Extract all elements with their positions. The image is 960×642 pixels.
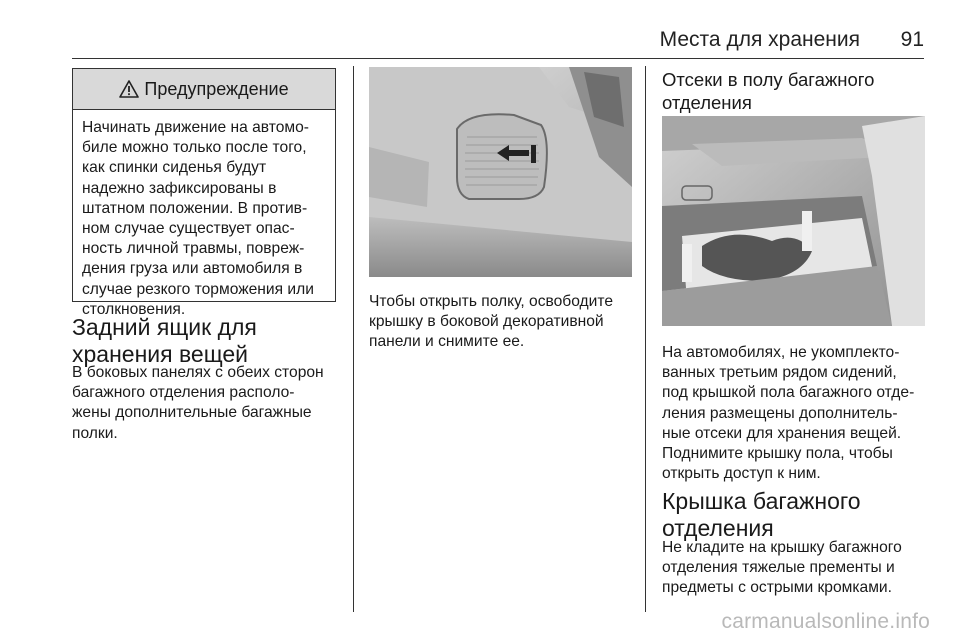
- text-line: Чтобы открыть полку, освободите: [369, 293, 614, 310]
- text-line: как спинки сиденья будут: [82, 159, 267, 177]
- header-rule: [72, 58, 924, 59]
- text-line: случае резкого торможения или: [82, 280, 314, 298]
- warning-header: [73, 69, 335, 110]
- text-line: штатном положении. В против-: [82, 199, 308, 217]
- text-line: ность личной травмы, повреж-: [82, 240, 305, 258]
- text-line: столкновения.: [82, 300, 186, 318]
- side-panel-shelf-illustration: [369, 67, 632, 277]
- page-header-title: Места для хранения: [659, 28, 860, 51]
- rear-box-paragraph: [72, 363, 324, 444]
- warning-box: [72, 68, 336, 318]
- text-line: багажного отделения располо-: [72, 384, 295, 402]
- text-line: отделения тяжелые пременты и: [662, 559, 895, 577]
- column-separator-2: [645, 66, 646, 612]
- text-line: Начинать движение на автомо-: [82, 119, 309, 136]
- text-line: под крышкой пола багажного отде-: [662, 384, 915, 402]
- text-line: В боковых панелях с обеих сторон: [72, 364, 324, 381]
- warning-title: Предупреждение: [144, 78, 289, 99]
- page-number: 91: [900, 28, 924, 51]
- text-line: панели и снимите ее.: [369, 333, 525, 351]
- floor-cover-paragraph: [662, 538, 902, 599]
- text-line: крышку в боковой декоративной: [369, 313, 604, 331]
- floor-compartment-illustration: [662, 116, 925, 326]
- text-line: Поднимите крышку пола, чтобы: [662, 445, 893, 463]
- text-line: ления размещены дополнитель-: [662, 404, 898, 422]
- text-line: дения груза или автомобиля в: [82, 260, 303, 278]
- watermark: carmanualsonline.info: [721, 610, 930, 633]
- text-line: надежно зафиксированы в: [82, 179, 277, 197]
- floor-compartments-paragraph: [662, 343, 914, 484]
- warning-text: [73, 110, 335, 328]
- text-line: жены дополнительные багажные: [72, 404, 312, 422]
- column-separator-1: [353, 66, 354, 612]
- section-heading-rear-box: Задний ящик для хранения вещей: [72, 314, 257, 367]
- warning-triangle-icon: [119, 80, 139, 98]
- text-line: полки.: [72, 424, 118, 442]
- text-line: ванных третьим рядом сидений,: [662, 364, 897, 382]
- section-heading-floor-cover: Крышка багажного отделения: [662, 488, 861, 541]
- text-line: На автомобилях, не укомплекто-: [662, 344, 900, 361]
- text-line: Не кладите на крышку багажного: [662, 539, 902, 556]
- section-heading-floor-compartments: Отсеки в полу багажного отделения: [662, 69, 875, 113]
- shelf-figure-caption: [369, 292, 613, 353]
- text-line: ном случае существует опас-: [82, 220, 295, 238]
- text-line: открыть доступ к ним.: [662, 465, 821, 483]
- text-line: предметы с острыми кромками.: [662, 579, 892, 597]
- text-line: ные отсеки для хранения вещей.: [662, 424, 902, 442]
- text-line: биле можно только после того,: [82, 139, 307, 157]
